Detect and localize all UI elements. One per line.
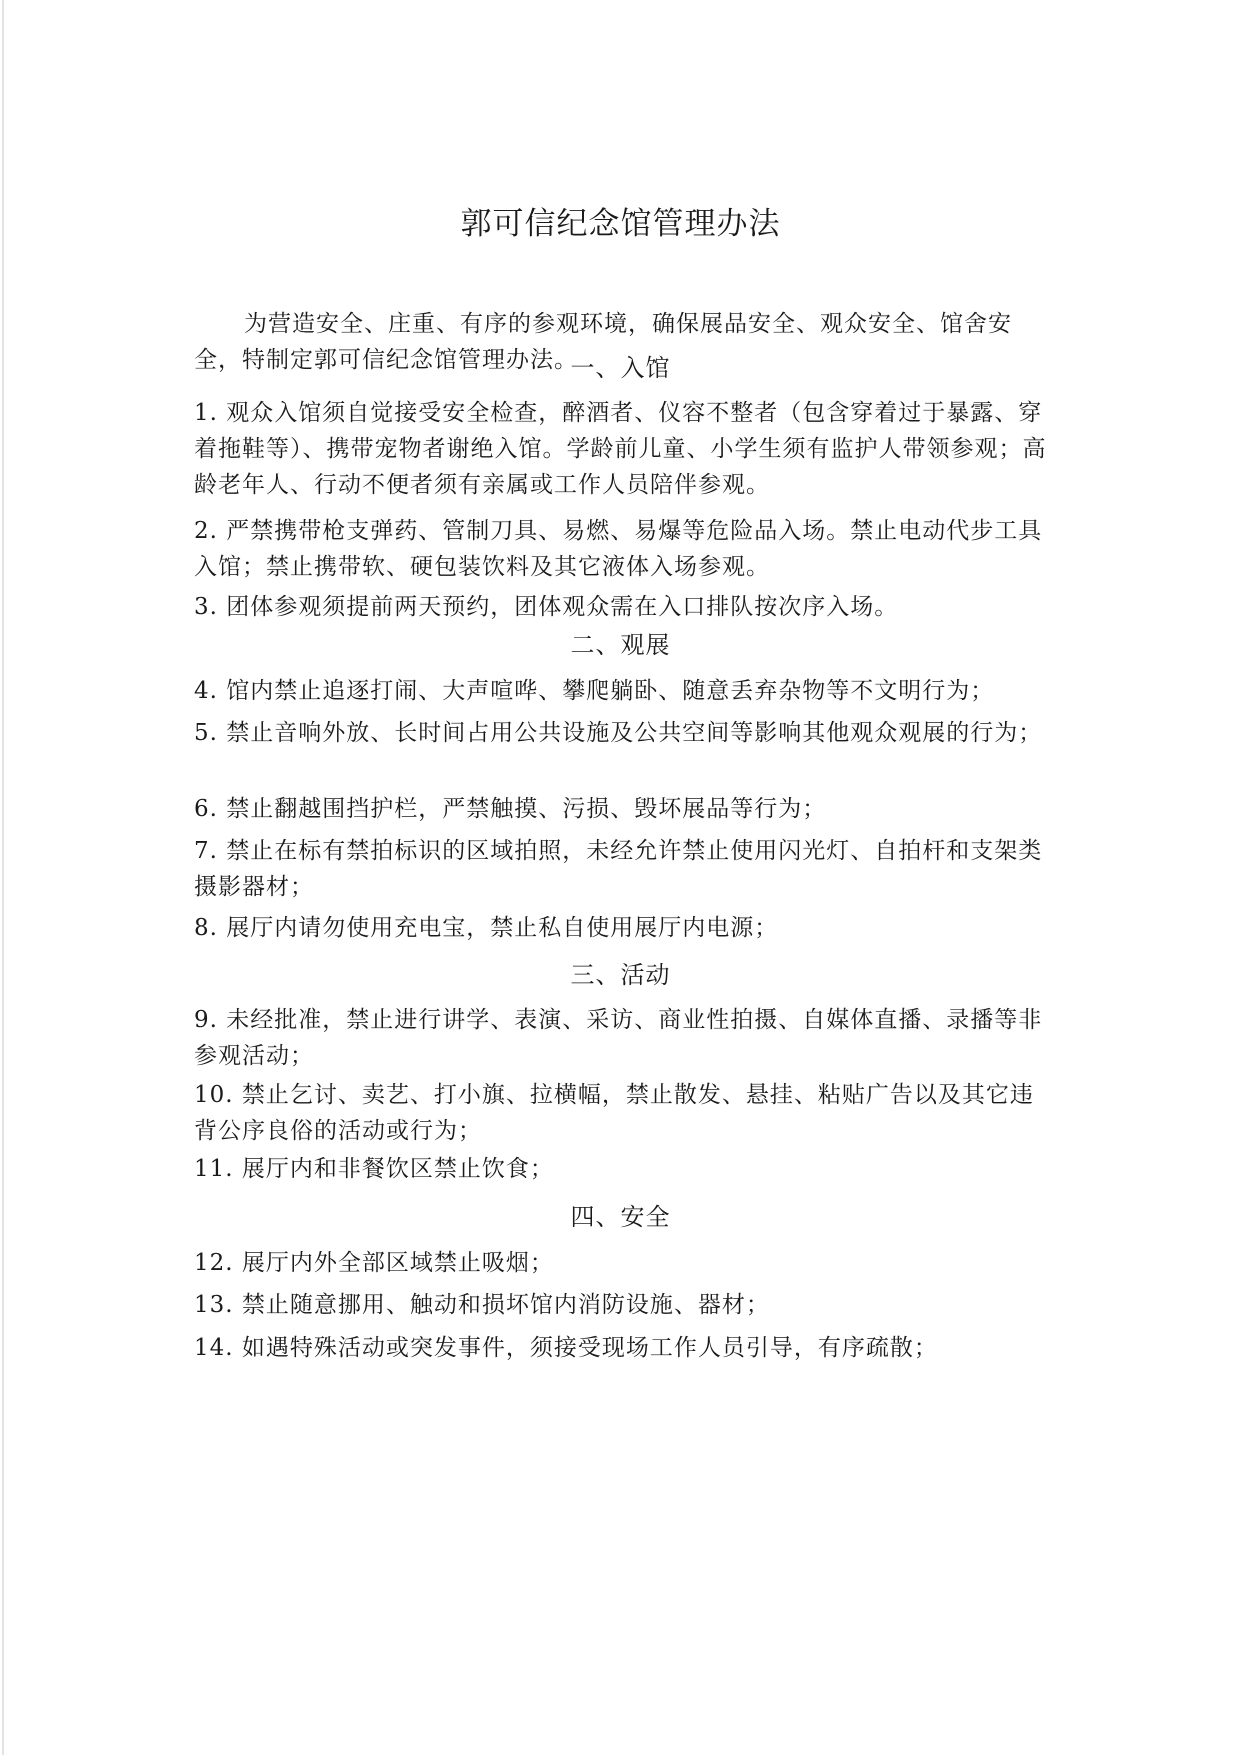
rule-item: 11. 展厅内和非餐饮区禁止饮食； (194, 1156, 554, 1182)
rule-item: 6. 禁止翻越围挡护栏，严禁触摸、污损、毁坏展品等行为； (194, 796, 827, 822)
section-heading-safety: 四、安全 (570, 1203, 671, 1231)
rule-item: 1. 观众入馆须自觉接受安全检查，醉酒者、仪容不整者（包含穿着过于暴露、穿着拖鞋等）、携带宠物者谢绝入馆。学龄前儿童、小学生须有监护人带领参观；高龄老年人、行动不便者须有亲属或工作人员陪伴参观。 (194, 400, 1047, 498)
scan-edge (2, 0, 4, 1755)
rule-item: 4. 馆内禁止追逐打闹、大声喧哗、攀爬躺卧、随意丢弃杂物等不文明行为； (194, 678, 995, 704)
rule-item: 14. 如遇特殊活动或突发事件，须接受现场工作人员引导，有序疏散； (194, 1335, 938, 1361)
rule-item: 8. 展厅内请勿使用充电宝，禁止私自使用展厅内电源； (194, 915, 779, 941)
rule-item: 7. 禁止在标有禁拍标识的区域拍照，未经允许禁止使用闪光灯、自拍杆和支架类摄影器材； (194, 838, 1043, 900)
rule-item: 10. 禁止乞讨、卖艺、打小旗、拉横幅，禁止散发、悬挂、粘贴广告以及其它违背公序良俗的活动或行为； (194, 1082, 1034, 1144)
section-heading-viewing: 二、观展 (570, 631, 671, 659)
section-heading-activities: 三、活动 (570, 961, 671, 989)
rule-item: 3. 团体参观须提前两天预约，团体观众需在入口排队按次序入场。 (194, 594, 899, 620)
section-heading-entry: 一、入馆 (570, 354, 671, 382)
rule-item: 5. 禁止音响外放、长时间占用公共设施及公共空间等影响其他观众观展的行为； (194, 720, 1043, 746)
rule-item: 13. 禁止随意挪用、触动和损坏馆内消防设施、器材； (194, 1292, 770, 1318)
intro-paragraph: 为营造安全、庄重、有序的参观环境，确保展品安全、观众安全、馆舍安全，特制定郭可信纪念馆管理办法。 (194, 311, 1012, 373)
rule-item: 2. 严禁携带枪支弹药、管制刀具、易燃、易爆等危险品入场。禁止电动代步工具入馆；禁止携带软、硬包装饮料及其它液体入场参观。 (194, 518, 1043, 580)
rule-item: 9. 未经批准，禁止进行讲学、表演、采访、商业性拍摄、自媒体直播、录播等非参观活动； (194, 1007, 1043, 1069)
document-title: 郭可信纪念馆管理办法 (460, 206, 781, 242)
rule-item: 12. 展厅内外全部区域禁止吸烟； (194, 1250, 554, 1276)
